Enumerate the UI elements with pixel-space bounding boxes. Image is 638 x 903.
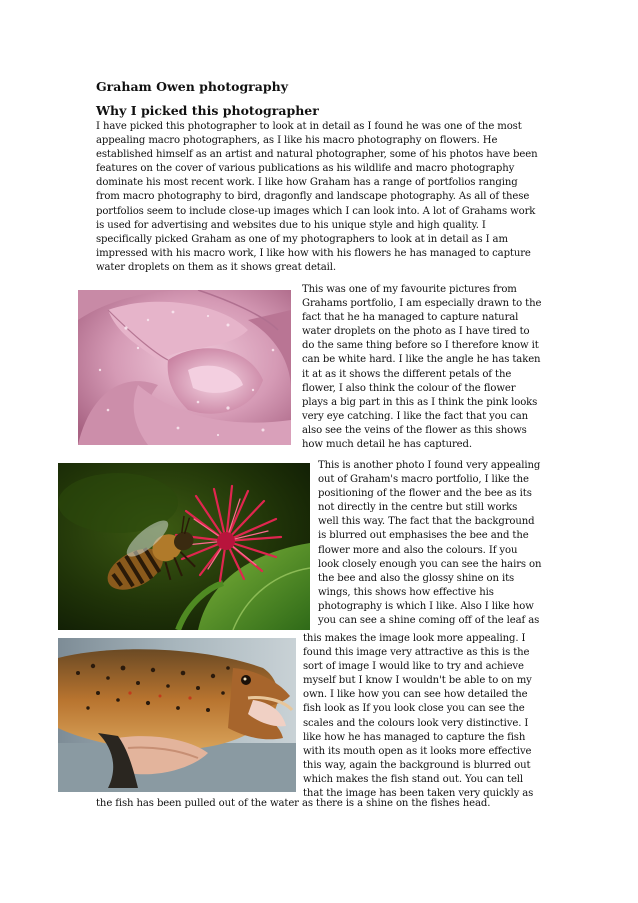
text-line: flower, I also think the colour of the flower xyxy=(302,382,516,394)
text-line: also see the veins of the flower as this shows xyxy=(302,424,527,436)
text-line: that the image has been taken very quickly as xyxy=(303,788,534,800)
text-line: flower more and also the colours. If you xyxy=(318,544,518,556)
text-line: with its mouth open as it looks more effective xyxy=(303,745,532,757)
text-line: this makes the image look more appealing. I xyxy=(303,633,526,644)
text-line: This is another photo I found very appealing xyxy=(318,460,541,471)
text-line: scales and the colours look very distinctive. I xyxy=(303,717,529,729)
section-heading: Why I picked this photographer xyxy=(96,103,319,118)
text-line: plays a big part in this as I think the pink looks xyxy=(302,396,538,408)
text-line: found this image very attractive as this is the xyxy=(303,647,530,659)
text-line: this way, again the background is blurred out xyxy=(303,759,531,771)
text-line: how much detail he has captured. xyxy=(302,439,472,451)
text-line: myself but I know I wouldn't be able to on my xyxy=(303,675,532,687)
text-line: specifically picked Graham as one of my photographers to look at in detail as I am xyxy=(96,233,508,245)
text-line: is blurred out emphasises the bee and the xyxy=(318,530,529,542)
text-line: photography is which I like. Also I like how xyxy=(318,600,534,612)
text-line: from macro photography to bird, dragonfly and landscape photography. As all of these xyxy=(96,191,530,203)
text-line: is used for advertising and websites due to his unique style and high quality. I xyxy=(96,219,486,231)
text-line: features on the cover of various publications as his wildlife and macro photography xyxy=(96,163,515,175)
text-line: own. I like how you can see how detailed the xyxy=(303,689,528,701)
text-line: positioning of the flower and the bee as its xyxy=(318,488,532,500)
text-line: can be white hard. I like the angle he has taken xyxy=(302,354,541,366)
text-line: well this way. The fact that the background xyxy=(318,516,535,528)
text-line: like how he has managed to capture the fish xyxy=(303,731,526,743)
closing-line: the fish has been pulled out of the water as there is a shine on the fishes head. xyxy=(96,798,491,809)
rose-photo xyxy=(78,290,291,445)
text-line: the bee and also the glossy shine on its xyxy=(318,572,515,584)
text-line: very eye catching. I like the fact that you can xyxy=(302,410,528,422)
text-line: fact that he ha managed to capture natural xyxy=(302,312,519,324)
text-line: water droplets on them as it shows great detail. xyxy=(96,261,336,273)
text-line: look closely enough you can see the hairs on xyxy=(318,558,542,570)
text-line: sort of image I would like to try and achieve xyxy=(303,661,524,673)
text-line: fish look as If you look close you can see the xyxy=(303,703,525,715)
text-line: out of Graham's macro portfolio, I like the xyxy=(318,474,529,486)
text-line: impressed with his macro work, I like how with his flowers he has managed to capture xyxy=(96,247,531,259)
text-line: not directly in the centre but still works xyxy=(318,502,518,514)
text-line: This was one of my favourite pictures from xyxy=(302,284,517,295)
trout-caption xyxy=(303,632,533,801)
text-line: you can see a shine coming off of the leaf as xyxy=(318,615,540,627)
text-line: I have picked this photographer to look at in detail as I found he was one of the most xyxy=(96,121,522,132)
text-line: water droplets on the photo as I have tired to xyxy=(302,326,530,338)
text-line: which makes the fish stand out. You can tell xyxy=(303,773,524,785)
rose-caption xyxy=(302,283,541,452)
text-line: appealing macro photographers, as I like his macro photography on flowers. He xyxy=(96,135,498,147)
text-line: it at as it shows the different petals of the xyxy=(302,368,512,380)
bee-caption xyxy=(318,459,541,628)
text-line: Grahams portfolio, I am especially drawn to the xyxy=(302,298,542,310)
text-line: established himself as an artist and natural photographer, some of his photos have been xyxy=(96,149,538,161)
text-line: wings, this shows how effective his xyxy=(318,586,494,598)
page-title: Graham Owen photography xyxy=(96,79,288,94)
text-line: do the same thing before so I therefore know it xyxy=(302,340,539,352)
bee-photo xyxy=(58,463,310,630)
trout-photo xyxy=(58,638,296,792)
text-line: portfolios seem to include close-up images which I can look into. A lot of Grahams work xyxy=(96,205,536,217)
text-line: dominate his most recent work. I like how Graham has a range of portfolios ranging xyxy=(96,177,518,189)
intro-paragraph xyxy=(96,120,546,275)
